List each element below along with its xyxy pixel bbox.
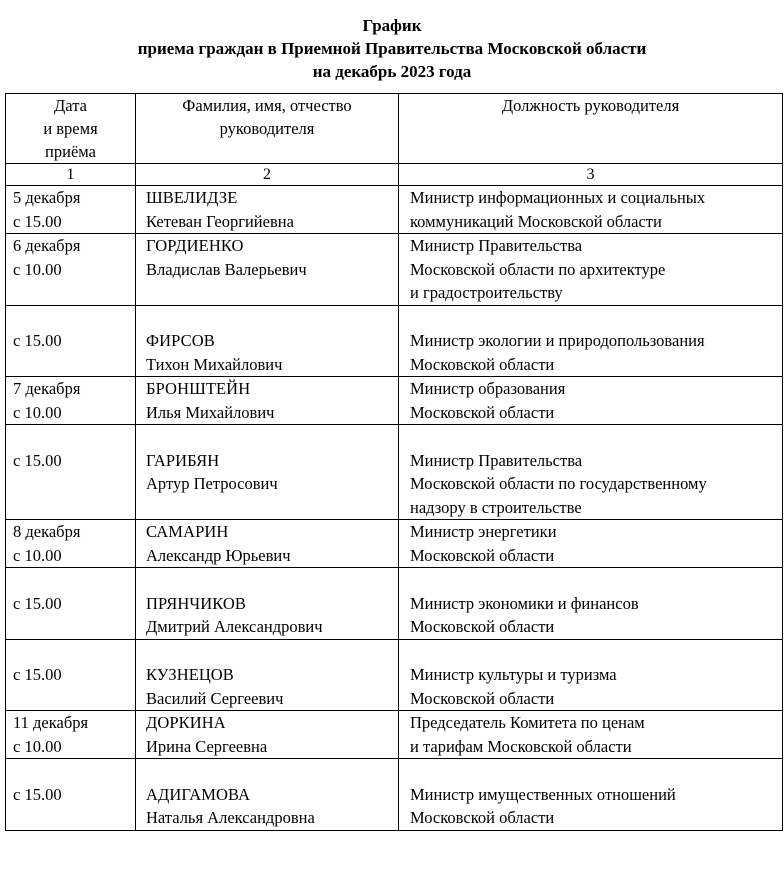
table-row bbox=[6, 759, 783, 831]
cell-date bbox=[6, 425, 136, 520]
spacer-line bbox=[146, 759, 398, 783]
date-line: с 15.00 bbox=[13, 211, 62, 231]
table-head bbox=[6, 94, 783, 186]
position-line: коммуникаций Московской области bbox=[410, 211, 662, 231]
document-title bbox=[0, 0, 784, 83]
cell-position bbox=[399, 377, 783, 425]
spacer-line bbox=[146, 425, 398, 449]
column-header-name bbox=[136, 94, 399, 164]
header-position-line-1: Должность руководителя bbox=[501, 96, 680, 115]
spacer-line bbox=[13, 640, 135, 664]
date-line: с 15.00 bbox=[13, 593, 62, 613]
header-date-line-3: приёма bbox=[45, 142, 96, 161]
spacer-line bbox=[410, 425, 782, 449]
name-line: ГАРИБЯН bbox=[146, 450, 220, 470]
position-line: Министр энергетики bbox=[410, 522, 557, 541]
name-line: ГОРДИЕНКО bbox=[146, 236, 244, 255]
table-row bbox=[6, 186, 783, 234]
position-line: Московской области bbox=[410, 354, 555, 374]
table-row bbox=[6, 377, 783, 425]
position-line: Московской области bbox=[410, 545, 555, 565]
table-body bbox=[6, 186, 783, 831]
spacer-line bbox=[410, 568, 782, 592]
cell-position bbox=[399, 520, 783, 568]
position-line: Председатель Комитета по ценам bbox=[410, 713, 645, 732]
position-line: Министр экологии и природопользования bbox=[410, 331, 705, 350]
column-number-row bbox=[6, 164, 783, 186]
title-line-2: приема граждан в Приемной Правительства Московской области bbox=[137, 39, 647, 58]
position-line: Министр культуры и туризма bbox=[410, 665, 617, 684]
name-line: Кетеван Георгийевна bbox=[146, 211, 294, 231]
name-line: САМАРИН bbox=[146, 522, 229, 541]
table-row bbox=[6, 425, 783, 520]
name-line: Артур Петросович bbox=[146, 474, 278, 493]
title-line-1: График bbox=[362, 16, 422, 35]
table-row bbox=[6, 520, 783, 568]
date-line: 6 декабря bbox=[13, 236, 81, 255]
cell-date bbox=[6, 759, 136, 831]
cell-date bbox=[6, 186, 136, 234]
name-line: Владислав Валерьевич bbox=[146, 259, 307, 279]
column-number-2: 2 bbox=[136, 164, 399, 186]
spacer-line bbox=[146, 306, 398, 330]
cell-date bbox=[6, 377, 136, 425]
position-line: Московской области по архитектуре bbox=[410, 259, 666, 279]
spacer-line bbox=[13, 759, 135, 783]
date-line: с 15.00 bbox=[13, 331, 62, 350]
position-line: Московской области bbox=[410, 808, 555, 827]
cell-name bbox=[136, 377, 399, 425]
name-line: Василий Сергеевич bbox=[146, 688, 284, 708]
table-row bbox=[6, 639, 783, 711]
position-line: Московской области bbox=[410, 688, 555, 708]
column-number-1: 1 bbox=[6, 164, 136, 186]
cell-position bbox=[399, 711, 783, 759]
cell-position bbox=[399, 568, 783, 640]
name-line: ШВЕЛИДЗЕ bbox=[146, 188, 238, 207]
cell-name bbox=[136, 234, 399, 306]
header-date-line-2: и время bbox=[43, 119, 98, 138]
spacer-line bbox=[13, 568, 135, 592]
name-line: КУЗНЕЦОВ bbox=[146, 665, 234, 684]
cell-name bbox=[136, 759, 399, 831]
cell-name bbox=[136, 639, 399, 711]
table-row bbox=[6, 568, 783, 640]
cell-position bbox=[399, 425, 783, 520]
cell-position bbox=[399, 305, 783, 377]
header-row bbox=[6, 94, 783, 164]
date-line: 7 декабря bbox=[13, 379, 81, 398]
name-line: Ирина Сергеевна bbox=[146, 736, 268, 756]
spacer-line bbox=[146, 640, 398, 664]
name-line: Илья Михайлович bbox=[146, 402, 275, 422]
header-date-line-1: Дата bbox=[54, 96, 87, 115]
name-line: Александр Юрьевич bbox=[146, 545, 291, 565]
date-line: 5 декабря bbox=[13, 188, 81, 207]
position-line: Московской области bbox=[410, 402, 555, 422]
position-line: Министр экономики и финансов bbox=[410, 593, 639, 613]
position-line: Министр информационных и социальных bbox=[410, 188, 706, 207]
position-line: Министр имущественных отношений bbox=[410, 784, 676, 804]
position-line: Министр образования bbox=[410, 379, 566, 398]
spacer-line bbox=[410, 759, 782, 783]
name-line: АДИГАМОВА bbox=[146, 784, 251, 804]
cell-position bbox=[399, 639, 783, 711]
schedule-table-wrapper bbox=[0, 93, 784, 831]
name-line: Тихон Михайлович bbox=[146, 354, 283, 374]
name-line: БРОНШТЕЙН bbox=[146, 379, 251, 398]
spacer-line bbox=[13, 306, 135, 330]
date-line: с 10.00 bbox=[13, 259, 62, 279]
name-line: Дмитрий Александрович bbox=[146, 617, 323, 636]
cell-date bbox=[6, 639, 136, 711]
cell-name bbox=[136, 568, 399, 640]
spacer-line bbox=[13, 425, 135, 449]
cell-date bbox=[6, 305, 136, 377]
title-line-3: на декабрь 2023 года bbox=[312, 62, 472, 81]
spacer-line bbox=[410, 640, 782, 664]
spacer-line bbox=[410, 306, 782, 330]
spacer-line bbox=[146, 568, 398, 592]
position-line: и тарифам Московской области bbox=[410, 736, 632, 756]
cell-name bbox=[136, 305, 399, 377]
name-line: ПРЯНЧИКОВ bbox=[146, 593, 247, 613]
cell-position bbox=[399, 186, 783, 234]
position-line: надзору в строительстве bbox=[410, 497, 582, 517]
column-header-position bbox=[399, 94, 783, 164]
date-line: с 15.00 bbox=[13, 450, 62, 470]
date-line: 11 декабря bbox=[13, 713, 89, 732]
position-line: Министр Правительства bbox=[410, 450, 583, 470]
position-line: Министр Правительства bbox=[410, 236, 583, 255]
table-row bbox=[6, 234, 783, 306]
date-line: с 15.00 bbox=[13, 784, 62, 804]
column-number-3: 3 bbox=[399, 164, 783, 186]
table-row bbox=[6, 711, 783, 759]
position-line: и градостроительству bbox=[410, 283, 563, 302]
cell-position bbox=[399, 234, 783, 306]
cell-position bbox=[399, 759, 783, 831]
date-line: с 15.00 bbox=[13, 665, 62, 684]
cell-date bbox=[6, 234, 136, 306]
date-line: с 10.00 bbox=[13, 736, 62, 756]
cell-name bbox=[136, 425, 399, 520]
column-header-date bbox=[6, 94, 136, 164]
cell-name bbox=[136, 711, 399, 759]
name-line: ДОРКИНА bbox=[146, 713, 226, 732]
header-name-line-2: руководителя bbox=[219, 119, 315, 138]
header-name-line-1: Фамилия, имя, отчество bbox=[182, 96, 352, 115]
date-line: с 10.00 bbox=[13, 402, 62, 422]
cell-name bbox=[136, 186, 399, 234]
position-line: Московской области bbox=[410, 617, 555, 636]
position-line: Московской области по государственному bbox=[410, 474, 707, 493]
schedule-table bbox=[5, 93, 783, 831]
date-line: с 10.00 bbox=[13, 545, 62, 565]
name-line: ФИРСОВ bbox=[146, 331, 215, 350]
name-line: Наталья Александровна bbox=[146, 808, 315, 827]
date-line: 8 декабря bbox=[13, 522, 81, 541]
cell-date bbox=[6, 520, 136, 568]
cell-date bbox=[6, 568, 136, 640]
table-row bbox=[6, 305, 783, 377]
cell-name bbox=[136, 520, 399, 568]
cell-date bbox=[6, 711, 136, 759]
